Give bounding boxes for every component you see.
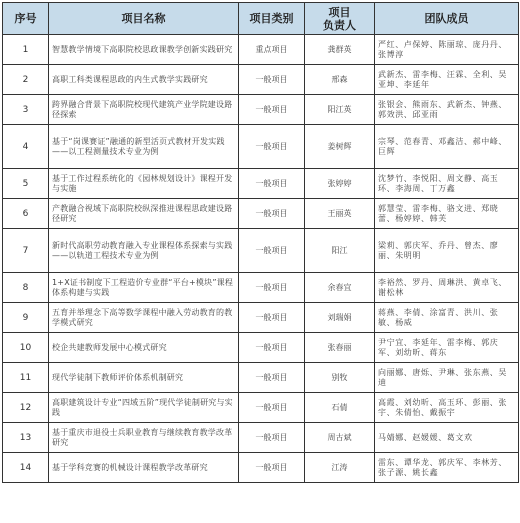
cell-leader: 邢森 — [305, 65, 375, 95]
cell-leader: 别牧 — [305, 363, 375, 393]
cell-project-name: 现代学徒制下教师评价体系机制研究 — [49, 363, 239, 393]
cell-category: 一般项目 — [239, 363, 305, 393]
cell-project-name: 高职建筑设计专业“四域五阶”现代学徒制研究与实践 — [49, 393, 239, 423]
header-team: 团队成员 — [375, 3, 519, 35]
table-row — [3, 95, 519, 125]
table-row — [3, 229, 519, 273]
cell-category: 一般项目 — [239, 453, 305, 483]
header-row — [3, 3, 519, 35]
cell-category: 一般项目 — [239, 199, 305, 229]
cell-no: 3 — [3, 95, 49, 125]
cell-project-name: 基于重庆市退役士兵职业教育与继续教育教学改革研究 — [49, 423, 239, 453]
cell-team: 雷东、谭华龙、郭庆军、李林芳、张子源、姚长鑫 — [375, 453, 519, 483]
cell-category: 一般项目 — [239, 273, 305, 303]
cell-team: 梁莉、郭庆军、乔丹、曾杰、廖丽、朱明明 — [375, 229, 519, 273]
cell-no: 14 — [3, 453, 49, 483]
project-table — [2, 2, 519, 483]
cell-project-name: 五育并举理念下高等数学课程中融入劳动教育的教学模式研究 — [49, 303, 239, 333]
cell-category: 一般项目 — [239, 393, 305, 423]
cell-team: 宗琴、范春青、邓鑫洁、郝中峰、巨辉 — [375, 125, 519, 169]
cell-leader: 石倩 — [305, 393, 375, 423]
header-category: 项目类别 — [239, 3, 305, 35]
cell-leader: 江涛 — [305, 453, 375, 483]
cell-project-name: 智慧教学情境下高职院校思政课教学创新实践研究 — [49, 35, 239, 65]
cell-no: 5 — [3, 169, 49, 199]
cell-no: 4 — [3, 125, 49, 169]
cell-category: 一般项目 — [239, 169, 305, 199]
cell-leader: 张春丽 — [305, 333, 375, 363]
cell-project-name: 跨界融合背景下高职院校现代建筑产业学院建设路径探索 — [49, 95, 239, 125]
cell-team: 沈梦竹、李悦阳、周文静、高玉环、李海周、丁万鑫 — [375, 169, 519, 199]
cell-no: 9 — [3, 303, 49, 333]
cell-team: 严红、卢保婷、陈丽琼、庞丹丹、张博淳 — [375, 35, 519, 65]
cell-team: 马婧娜、赵媛媛、葛文欢 — [375, 423, 519, 453]
cell-leader: 阳江 — [305, 229, 375, 273]
cell-category: 一般项目 — [239, 95, 305, 125]
cell-project-name: 基于“岗课赛证”融通的新型活页式教材开发实践——以工程测量技术专业为例 — [49, 125, 239, 169]
cell-no: 2 — [3, 65, 49, 95]
cell-no: 13 — [3, 423, 49, 453]
table-row — [3, 125, 519, 169]
cell-team: 向丽娜、唐烁、尹琳、张东燕、吴迪 — [375, 363, 519, 393]
table-row — [3, 273, 519, 303]
cell-category: 重点项目 — [239, 35, 305, 65]
cell-team: 蒋燕、李倩、涂富青、洪川、张敏、杨威 — [375, 303, 519, 333]
cell-category: 一般项目 — [239, 125, 305, 169]
cell-category: 一般项目 — [239, 423, 305, 453]
cell-category: 一般项目 — [239, 229, 305, 273]
cell-leader: 张婷婷 — [305, 169, 375, 199]
cell-no: 10 — [3, 333, 49, 363]
header-name: 项目名称 — [49, 3, 239, 35]
cell-project-name: 新时代高职劳动教育融入专业课程体系探索与实践——以轨道工程技术专业为例 — [49, 229, 239, 273]
table-row — [3, 169, 519, 199]
cell-no: 11 — [3, 363, 49, 393]
cell-team: 尹宁宜、李延年、雷李梅、郭庆军、刘幼昕、蒋东 — [375, 333, 519, 363]
cell-team: 张银会、熊雨东、武新杰、钟燕、郭效洪、邱亚雨 — [375, 95, 519, 125]
cell-project-name: 高职工科类课程思政的内生式教学实践研究 — [49, 65, 239, 95]
cell-team: 武新杰、雷李梅、汪霖、全利、吴亚坤、李延年 — [375, 65, 519, 95]
table-row — [3, 453, 519, 483]
cell-category: 一般项目 — [239, 303, 305, 333]
cell-project-name: 1+X证书制度下工程造价专业群“平台+模块”课程体系构建与实践 — [49, 273, 239, 303]
table-row — [3, 423, 519, 453]
cell-no: 7 — [3, 229, 49, 273]
cell-team: 高霞、刘幼昕、高玉环、彭丽、张宇、朱倩怡、戴振宇 — [375, 393, 519, 423]
table-row — [3, 363, 519, 393]
table-row — [3, 199, 519, 229]
cell-leader: 龚群英 — [305, 35, 375, 65]
cell-project-name: 基于工作过程系统化的《园林规划设计》课程开发与实施 — [49, 169, 239, 199]
cell-no: 6 — [3, 199, 49, 229]
cell-no: 8 — [3, 273, 49, 303]
cell-leader: 周古斌 — [305, 423, 375, 453]
table-row — [3, 333, 519, 363]
cell-project-name: 基于学科竞赛的机械设计课程教学改革研究 — [49, 453, 239, 483]
header-no: 序号 — [3, 3, 49, 35]
cell-no: 12 — [3, 393, 49, 423]
cell-project-name: 产教融合视域下高职院校纵深推进课程思政建设路径研究 — [49, 199, 239, 229]
cell-team: 郭慧莹、雷李梅、骆文进、郑晓蕾、杨婷婷、韩芙 — [375, 199, 519, 229]
cell-project-name: 校企共建教师发展中心模式研究 — [49, 333, 239, 363]
header-leader: 项目 负责人 — [305, 3, 375, 35]
cell-category: 一般项目 — [239, 65, 305, 95]
cell-no: 1 — [3, 35, 49, 65]
cell-team: 李裕然、罗丹、周琳洪、黄卓飞、谢松林 — [375, 273, 519, 303]
cell-leader: 姜树辉 — [305, 125, 375, 169]
cell-leader: 余春宜 — [305, 273, 375, 303]
cell-leader: 阳江英 — [305, 95, 375, 125]
table-row — [3, 65, 519, 95]
table-row — [3, 393, 519, 423]
cell-leader: 王丽英 — [305, 199, 375, 229]
table-row — [3, 35, 519, 65]
cell-category: 一般项目 — [239, 333, 305, 363]
cell-leader: 刘瑞娟 — [305, 303, 375, 333]
table-row — [3, 303, 519, 333]
